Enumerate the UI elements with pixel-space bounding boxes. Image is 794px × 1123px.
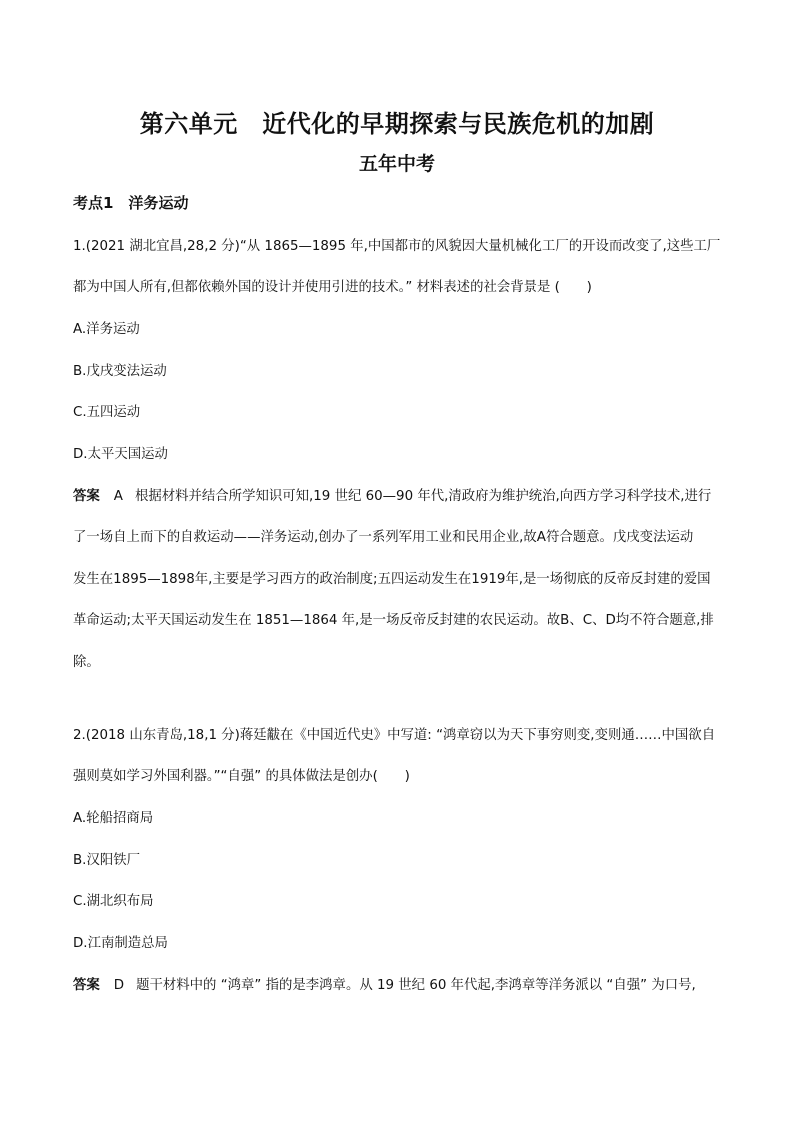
q1-answer-line-3: 发生在1895—1898年,主要是学习西方的政治制度;五四运动发生在1919年,是一场彻底的反帝反封建的爱国 [73,572,711,587]
q1-answer-line-1 [73,485,711,504]
q1-stem-line-2: 都为中国人所有,但都依赖外国的设计并使用引进的技术。” 材料表述的社会背景是 ( ) [73,280,592,295]
q2-option-b: B.汉阳铁厂 [73,853,141,868]
answer-text: 题干材料中的 “鸿章” 指的是李鸿章。从 19 世纪 60 年代起,李鸿章等洋务派以 “自强” 为口号, [136,978,696,993]
answer-letter: D [113,978,125,993]
q1-option-b: B.戊戌变法运动 [73,364,167,379]
topic-heading: 考点1 洋务运动 [73,194,189,212]
q2-option-d: D.江南制造总局 [73,936,168,951]
unit-title: 第六单元 近代化的早期探索与民族危机的加剧 [139,110,655,138]
q2-answer-line-1 [73,974,696,993]
q1-option-d: D.太平天国运动 [73,447,168,462]
q1-answer-line-4: 革命运动;太平天国运动发生在 1851—1864 年,是一场反帝反封建的农民运动。故B、C、D均不符合题意,排 [73,613,714,628]
answer-text: 根据材料并结合所学知识可知,19 世纪 60—90 年代,清政府为维护统治,向西方学习科学技术,进行 [134,489,712,504]
section-subtitle: 五年中考 [358,153,435,175]
q1-answer-line-2: 了一场自上而下的自救运动——洋务运动,创办了一系列军用工业和民用企业,故A符合题意。戊戌变法运动 [73,530,694,545]
q2-stem-line-1: 2.(2018 山东青岛,18,1 分)蒋廷黻在《中国近代史》中写道: “鸿章窃以为天下事穷则变,变则通……中国欲自 [73,728,716,743]
q1-stem-line-1: 1.(2021 湖北宜昌,28,2 分)“从 1865—1895 年,中国都市的风貌因大量机械化工厂的开设而改变了,这些工厂 [73,239,721,254]
q1-answer-line-5: 除。 [73,655,100,670]
q2-option-a: A.轮船招商局 [73,811,154,826]
answer-label: 答案 [73,978,100,993]
answer-label: 答案 [73,489,100,504]
q1-option-c: C.五四运动 [73,405,141,420]
q1-option-a: A.洋务运动 [73,322,140,337]
q2-option-c: C.湖北织布局 [73,894,154,909]
q2-stem-line-2: 强则莫如学习外国利器。”“自强” 的具体做法是创办( ) [73,769,410,784]
answer-letter: A [113,489,123,504]
